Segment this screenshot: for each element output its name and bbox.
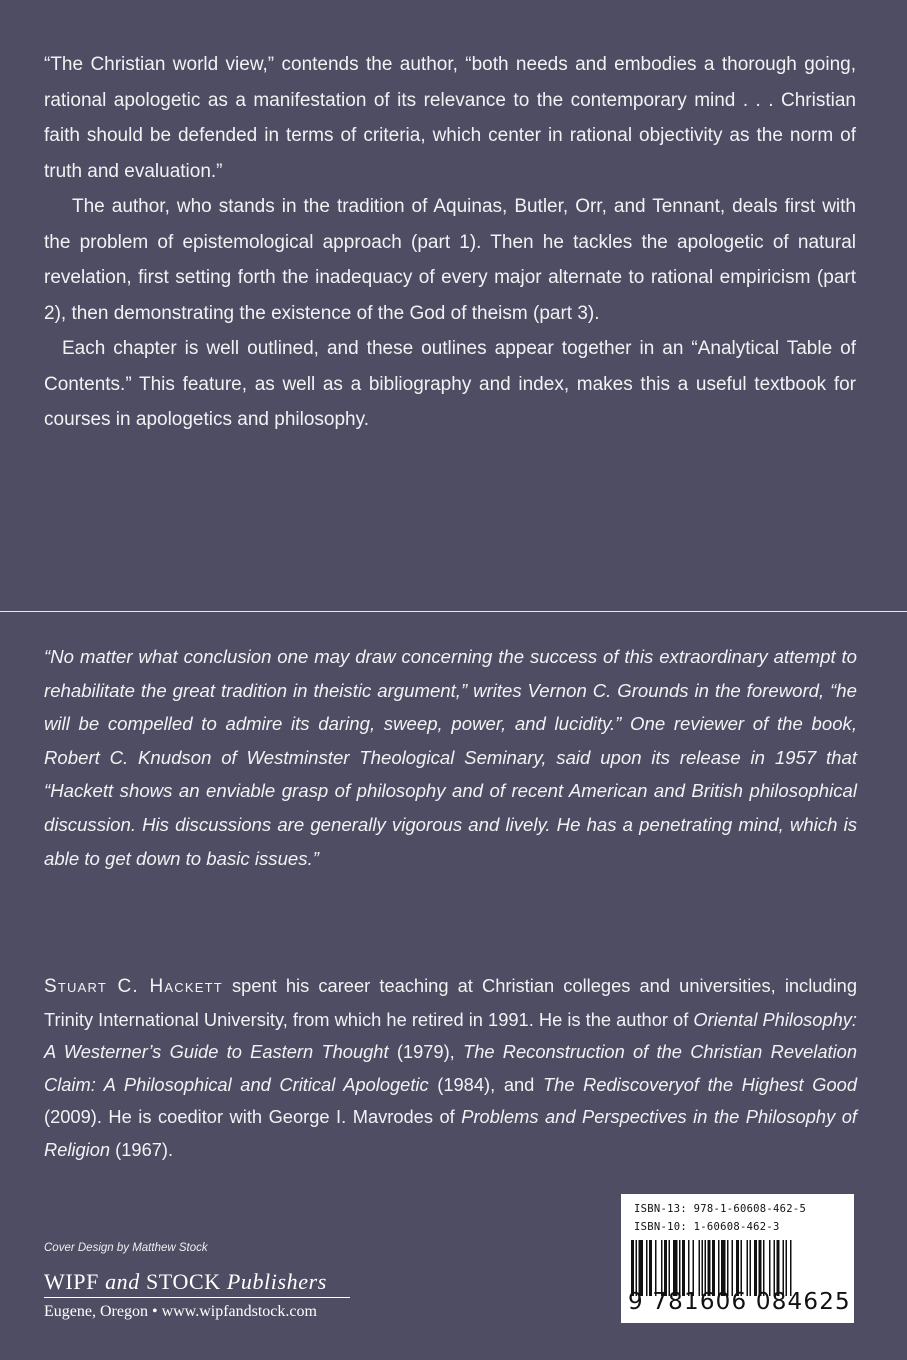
barcode-bar [777,1240,780,1296]
blurb-paragraph-1: “The Christian world view,” contends the author, “both needs and embodies a thorough going, rational apologetic as a manifestation of its relevance to the contemporary mind . . . Christian faith should be defended in terms of criteria, which center in rational objectivity as the norm of truth and evaluation.” [44,54,856,182]
barcode-bar [732,1240,734,1296]
publisher-name-part: WIPF [44,1269,106,1294]
barcode-bars [631,1240,845,1296]
barcode-bar [747,1240,749,1296]
barcode-bar [673,1240,678,1296]
barcode-bar [631,1240,634,1296]
publisher-location: Eugene, Oregon • www.wipfandstock.com [44,1303,317,1320]
barcode-bar [646,1240,648,1296]
barcode-bar [783,1240,785,1296]
barcode-bar [759,1240,762,1296]
barcode-bar [769,1240,771,1296]
barcode-bar [712,1240,715,1296]
bio-text-4: (2009). He is coeditor with George I. Mavrodes of [44,1106,462,1127]
barcode-bar [679,1240,681,1296]
barcode-bar [721,1240,726,1296]
isbn-10-label: ISBN-10: 1-60608-462-3 [634,1221,780,1233]
isbn-13-label: ISBN-13: 978-1-60608-462-5 [634,1203,807,1215]
barcode-bar [736,1240,739,1296]
barcode-bar [786,1240,788,1296]
barcode-bar [682,1240,685,1296]
isbn-barcode [621,1194,854,1323]
barcode-bar [727,1240,729,1296]
blurb-paragraph-2: The author, who stands in the tradition of Aquinas, Butler, Orr, and Tennant, deals first with the problem of epistemological approach (part 1). Then he tackles the apologetic of natural revelation, first setting forth the inadequacy of every major alternate to rational empiricism (part 2), then demonstrating the existence of the God of theism (part 3). [44,196,856,324]
cover-design-credit: Cover Design by Matthew Stock [44,1242,208,1254]
barcode-bar [763,1240,765,1296]
book-title-3: The Rediscoveryof the Highest Good [542,1073,857,1095]
description-blurb [44,47,856,438]
barcode-bar [754,1240,757,1296]
barcode-bar [661,1240,663,1296]
barcode-bar [655,1240,657,1296]
publisher-name-part: Publishers [226,1269,327,1294]
barcode-bar [649,1240,652,1296]
publisher-logo [44,1268,350,1322]
barcode-bar [750,1240,752,1296]
barcode-bar [688,1240,690,1296]
review-quote [44,640,857,875]
author-bio-text [44,970,857,1166]
barcode-bar [708,1240,711,1296]
barcode-bar [639,1240,644,1296]
blurb-paragraph-3: Each chapter is well outlined, and these outlines appear together in an “Analytical Table of Contents.” This feature, as well as a bibliography and index, makes this a useful textbook for courses in apologetics and philosophy. [44,338,856,430]
publisher-underline [44,1297,350,1298]
barcode-bar [718,1240,720,1296]
barcode-bar [669,1240,671,1296]
barcode-bar [774,1240,776,1296]
barcode-bar [741,1240,743,1296]
author-bio [44,970,857,1166]
publisher-name-part: and [105,1269,140,1294]
section-divider [0,611,907,612]
barcode-bar [699,1240,701,1296]
publisher-name [44,1268,350,1296]
barcode-bar [693,1240,695,1296]
barcode-digits: 9 781606 084625 [628,1289,851,1315]
bio-text-3: (1984), and [428,1073,543,1095]
author-name: Stuart C. Hackett [44,976,223,997]
book-title-1: Oriental Philosophy: A Westerner’s Guide to Eastern Thought [44,1008,858,1062]
barcode-bar [664,1240,667,1296]
review-text: “No matter what conclusion one may draw concerning the success of this extraordinary attempt to rehabilitate the great tradition in theistic argument,” writes Vernon C. Grounds in the foreword, “he will be compelled to admire its daring, sweep, power, and lucidity.” One reviewer of the book, Robert C. Knudson of Westminster Theological Seminary, said upon its release in 1957 that “Hackett shows an enviable grasp of philosophy and of recent American and British philosophical discussion. His discussions are generally vigorous and lively. He has a penetrating mind, which is able to get down to basic issues.” [44,646,857,869]
barcode-bar [790,1240,792,1296]
book-title-2: The Reconstruction of the Christian Revelation Claim: A Philosophical and Critical Apologetic [44,1041,858,1095]
bio-text-1: spent his career teaching at Christian colleges and universities, including Trinity International University, from which he retired in 1991. He is the author of [44,975,857,1030]
bio-text-2: (1979), [388,1041,464,1062]
publisher-name-part: STOCK [139,1269,227,1294]
barcode-bar [636,1240,638,1296]
barcode-bar [705,1240,707,1296]
bio-text-5: (1967). [110,1138,174,1160]
barcode-bar [702,1240,704,1296]
book-title-4: Problems and Perspectives in the Philosophy of Religion [44,1106,857,1160]
